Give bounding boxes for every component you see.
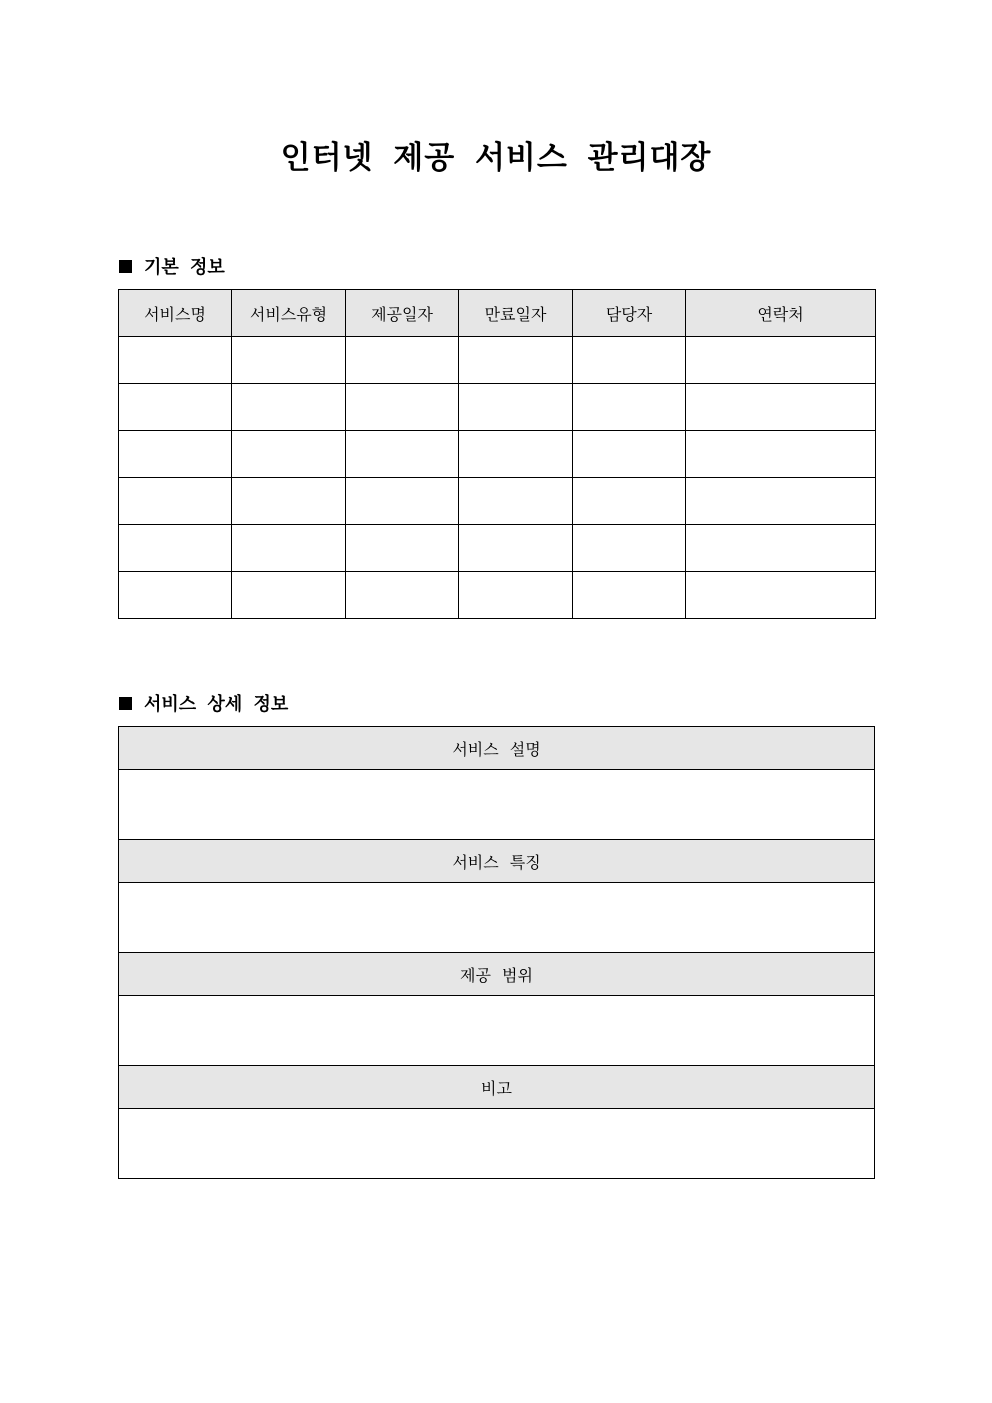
table-cell[interactable] [686,478,876,525]
table-row [119,431,876,478]
table-cell[interactable] [346,525,459,572]
column-header-start-date: 제공일자 [346,290,459,337]
table-cell[interactable] [119,431,232,478]
table-cell[interactable] [573,384,686,431]
column-header-end-date: 만료일자 [459,290,573,337]
table-cell[interactable] [459,572,573,619]
column-header-contact: 연락처 [686,290,876,337]
table-row [119,525,876,572]
detail-header-row [119,840,875,883]
table-cell[interactable] [232,572,346,619]
table-row [119,384,876,431]
column-header-service-type: 서비스유형 [232,290,346,337]
table-cell[interactable] [573,478,686,525]
service-detail-heading [119,690,288,716]
remarks-field[interactable] [119,1109,875,1179]
column-header-service-name: 서비스명 [119,290,232,337]
service-detail-table [118,726,875,1179]
table-cell[interactable] [346,384,459,431]
service-features-label: 서비스 특징 [119,840,875,883]
detail-content-row [119,1109,875,1179]
remarks-label: 비고 [119,1066,875,1109]
basic-info-header-row [119,290,876,337]
detail-header-row [119,727,875,770]
table-cell[interactable] [232,478,346,525]
service-description-label: 서비스 설명 [119,727,875,770]
basic-info-heading [119,253,225,279]
table-cell[interactable] [232,384,346,431]
table-cell[interactable] [573,337,686,384]
table-cell[interactable] [686,337,876,384]
detail-header-row [119,953,875,996]
square-bullet-icon [119,260,132,273]
basic-info-table [118,289,876,619]
table-cell[interactable] [459,337,573,384]
table-cell[interactable] [232,525,346,572]
square-bullet-icon [119,697,132,710]
table-cell[interactable] [119,337,232,384]
table-cell[interactable] [459,478,573,525]
service-scope-label: 제공 범위 [119,953,875,996]
column-header-manager: 담당자 [573,290,686,337]
service-scope-field[interactable] [119,996,875,1066]
detail-header-row [119,1066,875,1109]
table-cell[interactable] [119,384,232,431]
detail-content-row [119,770,875,840]
service-detail-heading-label: 서비스 상세 정보 [144,694,289,715]
table-cell[interactable] [573,525,686,572]
detail-content-row [119,883,875,953]
table-row [119,478,876,525]
page-title: 인터넷 제공 서비스 관리대장 [280,140,712,176]
table-cell[interactable] [346,337,459,384]
table-cell[interactable] [459,384,573,431]
table-row [119,337,876,384]
table-row [119,572,876,619]
table-cell[interactable] [119,572,232,619]
detail-content-row [119,996,875,1066]
table-cell[interactable] [119,478,232,525]
table-cell[interactable] [686,525,876,572]
service-description-field[interactable] [119,770,875,840]
table-cell[interactable] [686,384,876,431]
table-cell[interactable] [232,337,346,384]
table-cell[interactable] [573,431,686,478]
table-cell[interactable] [686,431,876,478]
table-cell[interactable] [346,431,459,478]
table-cell[interactable] [459,431,573,478]
table-cell[interactable] [459,525,573,572]
table-cell[interactable] [573,572,686,619]
table-cell[interactable] [119,525,232,572]
table-cell[interactable] [346,478,459,525]
table-cell[interactable] [346,572,459,619]
basic-info-heading-label: 기본 정보 [144,257,225,278]
service-features-field[interactable] [119,883,875,953]
table-cell[interactable] [232,431,346,478]
table-cell[interactable] [686,572,876,619]
